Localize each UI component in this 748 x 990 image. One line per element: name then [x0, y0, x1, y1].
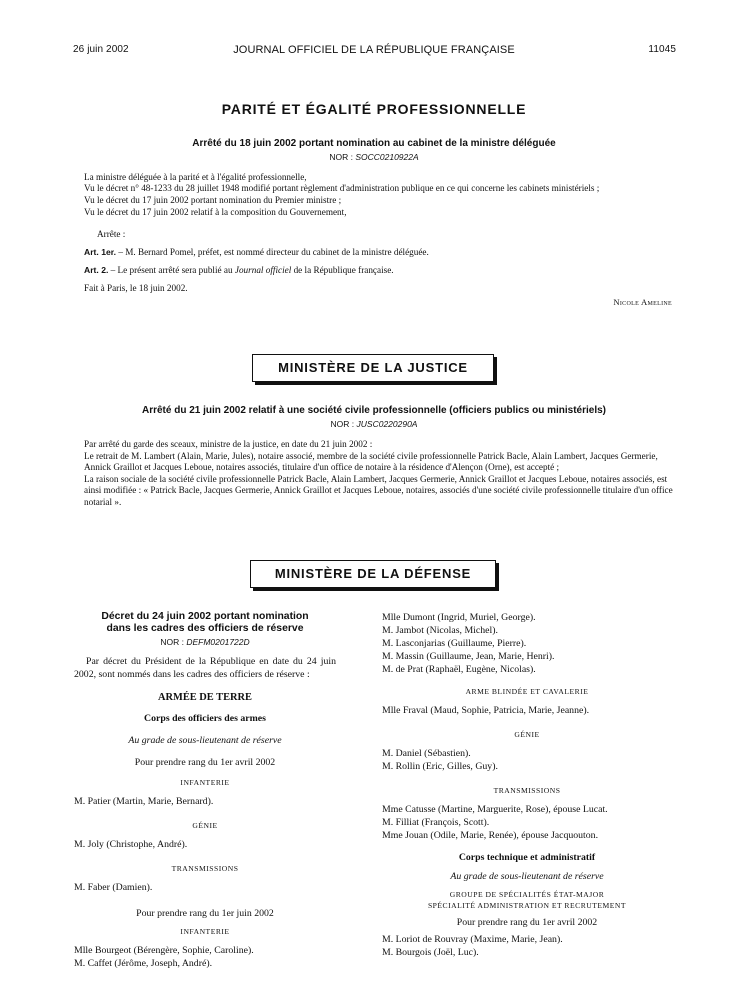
article-2-label: Art. 2. [84, 265, 109, 275]
arrete-word: Arrête : [97, 229, 126, 239]
nor-parite [0, 152, 748, 162]
name-entry: M. Rollin (Eric, Gilles, Guy). [382, 761, 498, 772]
paragraph: Par arrêté du garde des sceaux, ministre de la justice, en date du 21 juin 2002 : [84, 439, 373, 449]
name-entry: M. Jambot (Nicolas, Michel). [382, 625, 498, 636]
name-entry: M. Loriot de Rouvray (Maxime, Marie, Jean). [382, 934, 563, 945]
rang-heading: Pour prendre rang du 1er avril 2002 [456, 917, 598, 928]
nor-code: DEFM0201722D [186, 637, 250, 647]
nor-label: NOR : [330, 419, 355, 429]
name-entry: M. Daniel (Sébastien). [382, 748, 471, 759]
subheading-infanterie: INFANTERIE [180, 778, 230, 787]
left-column [74, 611, 336, 970]
article-2-journal: Journal officiel [234, 265, 292, 275]
subheading-genie: GÉNIE [514, 730, 540, 739]
corps-tech-heading: Corps technique et administratif [458, 852, 596, 863]
name-entry: Mlle Dumont (Ingrid, Muriel, George). [382, 612, 536, 623]
grade-heading: Au grade de sous-lieutenant de réserve [450, 871, 604, 882]
article-1 [84, 246, 674, 258]
subheading-infanterie: INFANTERIE [180, 927, 230, 936]
rang-heading: Pour prendre rang du 1er juin 2002 [136, 908, 274, 919]
name-entry: M. Caffet (Jérôme, Joseph, André). [74, 958, 213, 969]
article-2-text-b: de la République française. [291, 265, 394, 275]
paragraph: Le retrait de M. Lambert (Alain, Marie, Jules), notaire associé, membre de la société civile professionnelle Patrick Bacle, Alain Lambert, Jacques Germerie, Annick Graillot et Jacques Leboue, notaires associés, titulaire d'un office de notaire à la résidence d'Alençon (Orne), est accepté ; [84, 450, 658, 472]
groupe-heading-1: GROUPE DE SPÉCIALITÉS ÉTAT-MAJOR [449, 890, 605, 899]
name-entry: M. de Prat (Raphaël, Eugène, Nicolas). [382, 664, 536, 675]
name-entry: Mme Jouan (Odile, Marie, Renée), épouse Jacquouton. [382, 830, 599, 841]
name-entry: M. Massin (Guillaume, Jean, Marie, Henri). [382, 651, 555, 662]
article-1-text: – M. Bernard Pomel, préfet, est nommé directeur du cabinet de la ministre déléguée. [116, 247, 429, 257]
journal-title: JOURNAL OFFICIEL DE LA RÉPUBLIQUE FRANÇAISE [233, 44, 515, 56]
visa-line: Vu le décret n° 48-1233 du 28 juillet 1948 modifié portant règlement d'administration publique en ce qui concerne les cabinets ministériels ; [84, 183, 600, 193]
nor-defense [74, 635, 336, 649]
signature: Nicole Ameline [613, 297, 672, 307]
header-date: 26 juin 2002 [73, 44, 129, 55]
visa-line: Vu le décret du 17 juin 2002 portant nomination du Premier ministre ; [84, 195, 342, 205]
subheading-transmissions: TRANSMISSIONS [171, 864, 239, 873]
name-entry: M. Lasconjarias (Guillaume, Pierre). [382, 638, 527, 649]
armee-heading: ARMÉE DE TERRE [158, 692, 252, 703]
name-entry: Mlle Fraval (Maud, Sophie, Patricia, Marie, Jeanne). [382, 705, 590, 716]
corps-armes-heading: Corps des officiers des armes [144, 713, 266, 724]
nor-code: JUSC0220290A [356, 419, 418, 429]
name-entry: M. Bourgois (Joël, Luc). [382, 947, 479, 958]
ministry-box-defense: MINISTÈRE DE LA DÉFENSE [250, 560, 496, 588]
ministry-box-justice: MINISTÈRE DE LA JUSTICE [252, 354, 494, 382]
arrete-title-parite: Arrêté du 18 juin 2002 portant nomination au cabinet de la ministre déléguée [192, 138, 556, 149]
decret-intro: Par décret du Président de la République en date du 24 juin 2002, sont nommés dans les cadres des officiers de réserve : [74, 656, 336, 680]
grade-heading: Au grade de sous-lieutenant de réserve [128, 735, 282, 746]
name-entry: M. Patier (Martin, Marie, Bernard). [74, 796, 214, 807]
article-2 [84, 264, 674, 276]
section-title-parite: PARITÉ ET ÉGALITÉ PROFESSIONNELLE [221, 101, 527, 117]
page-number: 11045 [648, 44, 676, 55]
nor-code: SOCC0210922A [355, 152, 419, 162]
fait-a-paris: Fait à Paris, le 18 juin 2002. [84, 283, 188, 293]
name-entry: M. Filliat (François, Scott). [382, 817, 490, 828]
groupe-heading-2: SPÉCIALITÉ ADMINISTRATION ET RECRUTEMENT [427, 901, 627, 910]
subheading-abc: ARME BLINDÉE ET CAVALERIE [465, 687, 589, 696]
nor-justice [0, 419, 748, 429]
paragraph: La raison sociale de la société civile professionnelle Patrick Bacle, Alain Lambert, Jacques Germerie, Annick Graillot et Jacques Leboue, notaires associés, est ainsi modifiée : « Patrick Bacle, Jacques Germerie, Annick Graillot et Jacques Leboue, notaires, associés d'une société civile professionnelle titulaire d'un office notarial ». [84, 473, 673, 507]
article-2-text-a: – Le présent arrêté sera publié au [108, 265, 235, 275]
decret-title-line1: Décret du 24 juin 2002 portant nomination [101, 611, 309, 622]
name-entry: M. Faber (Damien). [74, 882, 153, 893]
nor-label: NOR : [160, 637, 184, 647]
arrete-body-justice [84, 439, 674, 508]
right-column [382, 611, 672, 959]
arrete-body-parite [84, 171, 674, 294]
visa-line: Vu le décret du 17 juin 2002 relatif à la composition du Gouvernement, [84, 207, 347, 217]
article-1-label: Art. 1er. [84, 247, 117, 257]
nor-label: NOR : [329, 152, 353, 162]
name-entry: Mme Catusse (Martine, Marguerite, Rose), épouse Lucat. [382, 804, 608, 815]
name-entry: Mlle Bourgeot (Bérengère, Sophie, Caroline). [74, 945, 254, 956]
decret-title-line2: dans les cadres des officiers de réserve [106, 623, 304, 634]
subheading-transmissions: TRANSMISSIONS [493, 786, 561, 795]
subheading-genie: GÉNIE [192, 821, 218, 830]
name-entry: M. Joly (Christophe, André). [74, 839, 188, 850]
visa-line: La ministre déléguée à la parité et à l'égalité professionnelle, [84, 172, 307, 182]
arrete-title-justice: Arrêté du 21 juin 2002 relatif à une société civile professionnelle (officiers publics ou ministériels) [141, 405, 607, 416]
rang-heading: Pour prendre rang du 1er avril 2002 [134, 757, 276, 768]
